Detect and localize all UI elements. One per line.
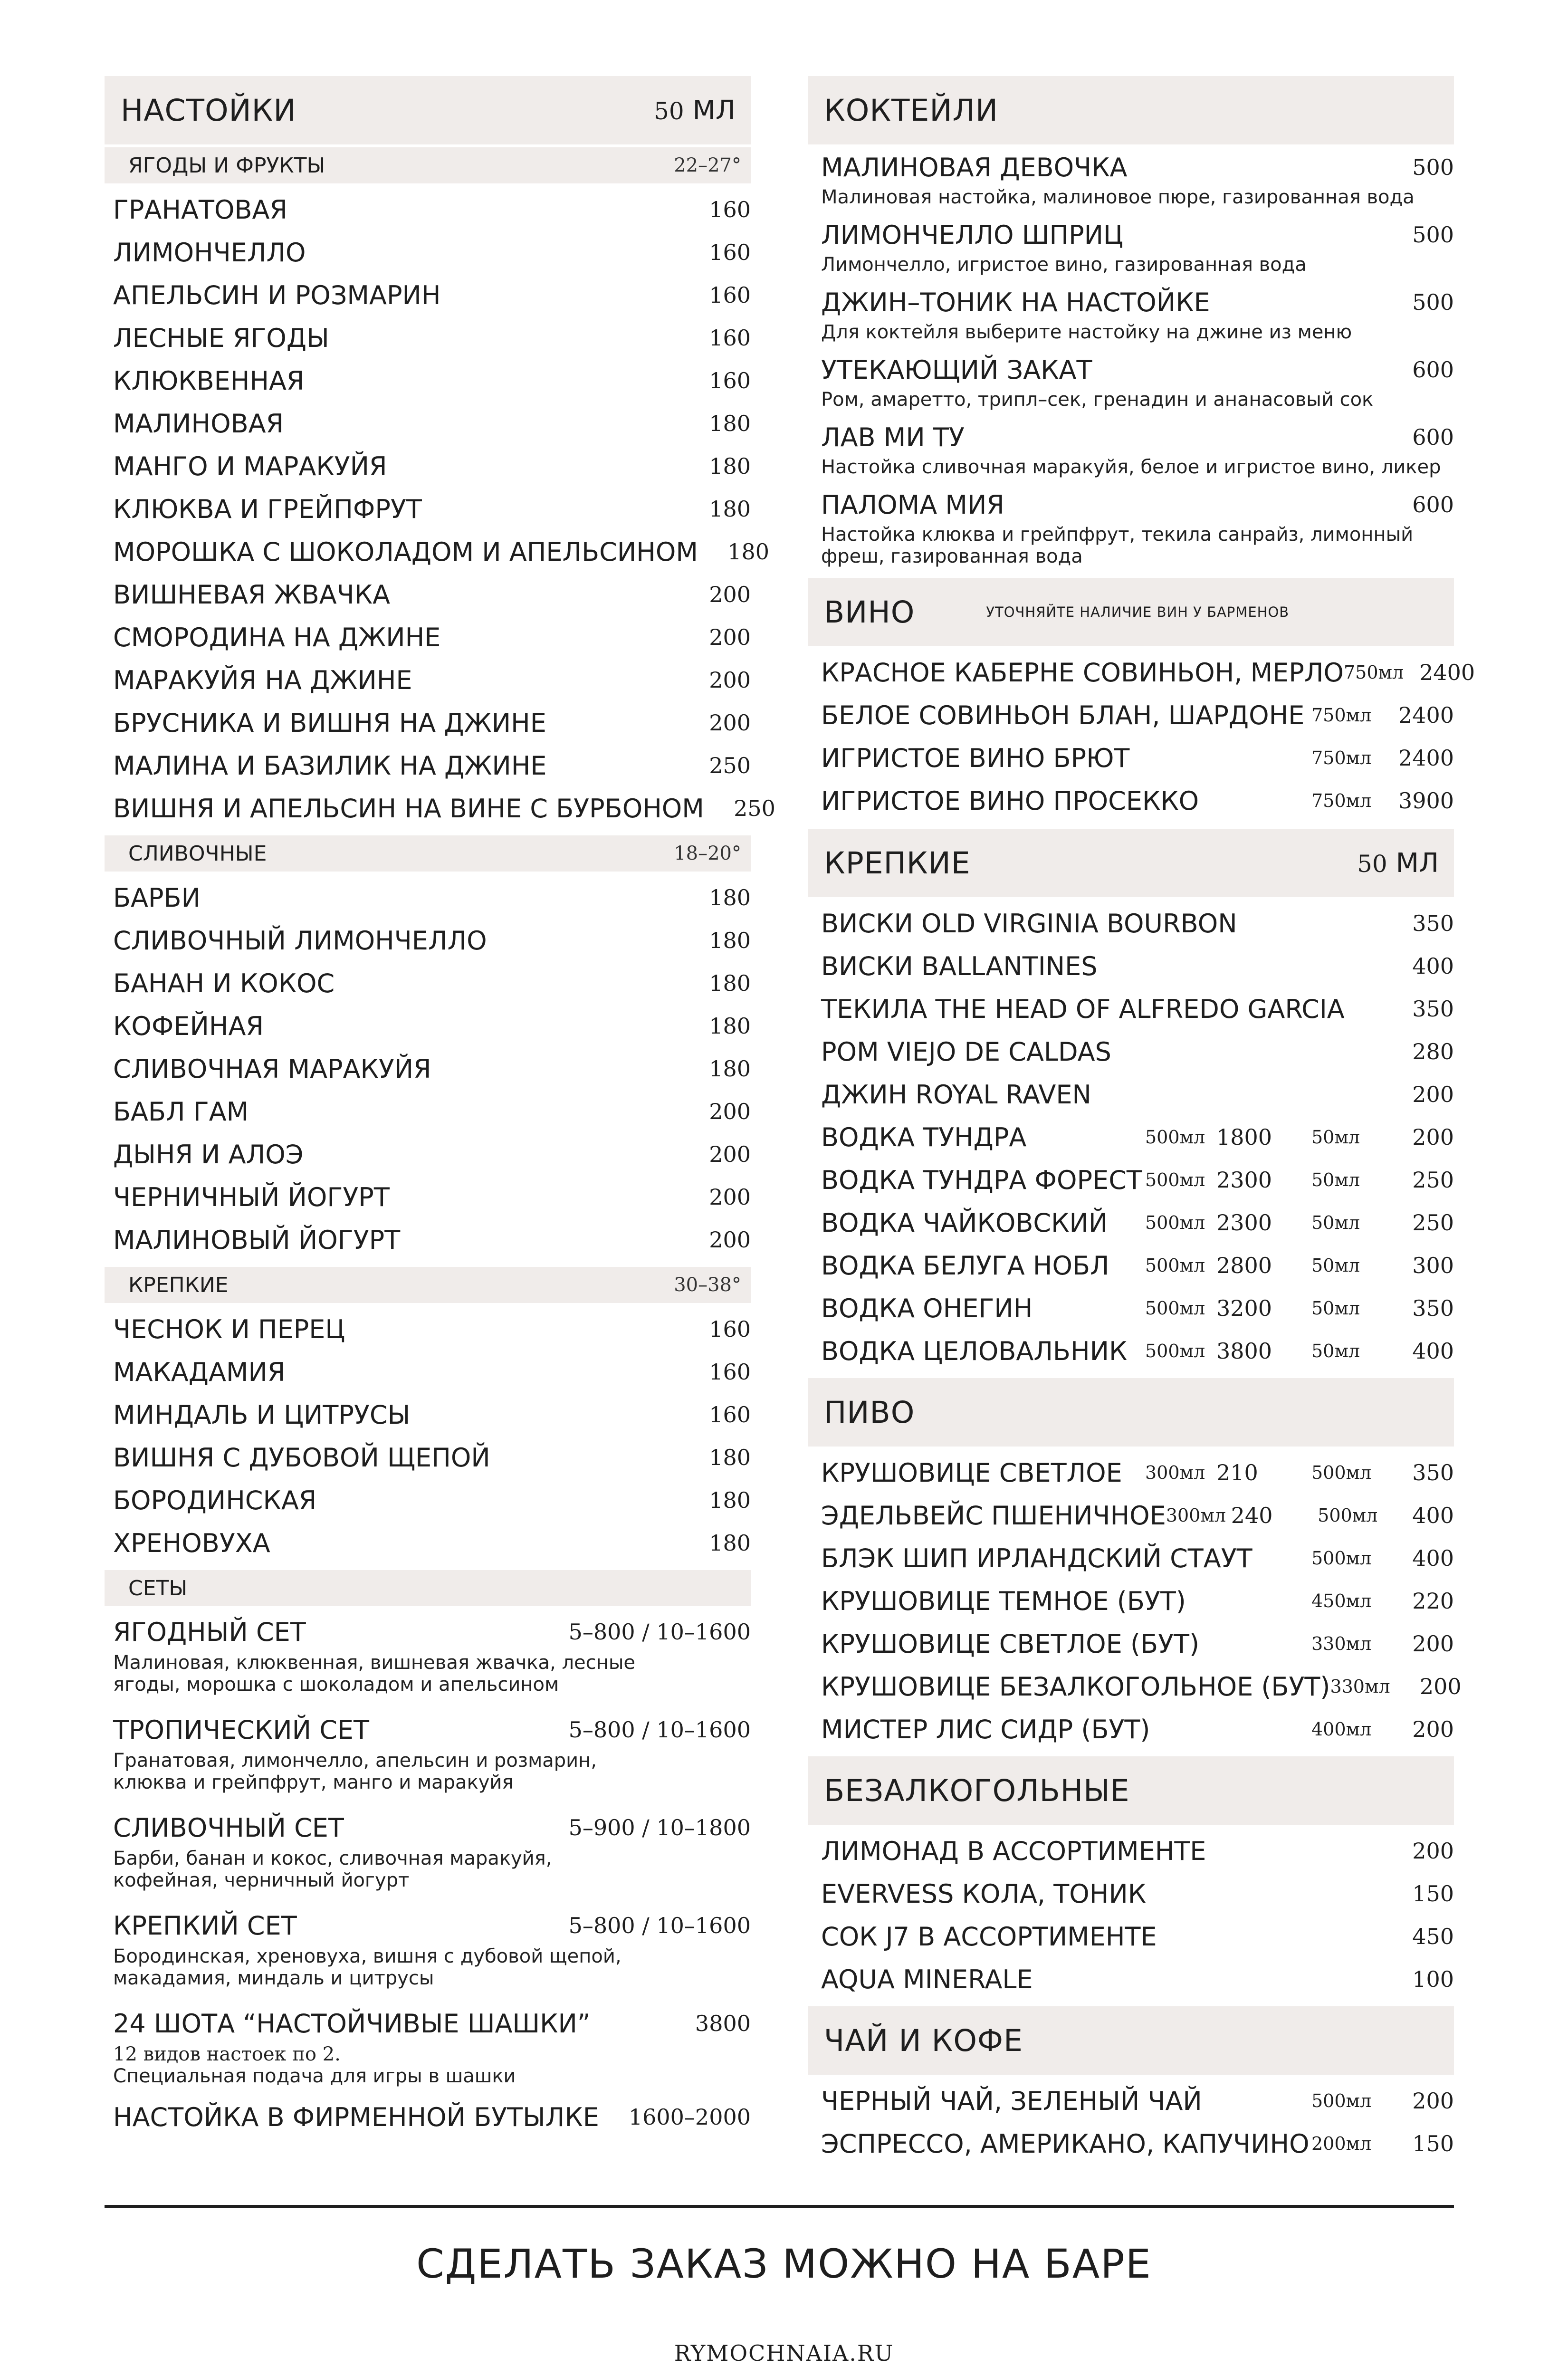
item-price: 160: [709, 368, 751, 393]
menu-item: [105, 1218, 751, 1261]
menu-item: [105, 359, 751, 402]
item-price: 3200: [1216, 1295, 1272, 1321]
item-price: 180: [709, 928, 751, 953]
item-name: КОФЕЙНАЯ: [113, 1011, 264, 1041]
menu-item: [808, 1622, 1454, 1665]
item-price: 200: [1412, 2088, 1454, 2114]
item-name: МАЛИНОВЫЙ ЙОГУРТ: [113, 1225, 401, 1255]
item-price: 200: [1412, 1124, 1454, 1150]
item-volume: 500мл: [1145, 1255, 1205, 1276]
item-name: ВИШНЕВАЯ ЖВАЧКА: [113, 579, 391, 610]
strong-list: [808, 897, 1454, 1116]
item-price: 400: [1412, 1545, 1454, 1571]
item-price: 350: [1412, 1460, 1454, 1485]
item-name: БАБЛ ГАМ: [113, 1096, 249, 1127]
menu-item: [105, 876, 751, 919]
item-price: 200: [709, 1099, 751, 1124]
item-name: ЭСПРЕССО, АМЕРИКАНО, КАПУЧИНО: [821, 2128, 1310, 2159]
item-price: 150: [1412, 2131, 1454, 2156]
section-volume: 50 МЛ: [654, 95, 736, 126]
item-price: 250: [709, 753, 751, 778]
item-price: 180: [727, 539, 769, 565]
item-name: ЛЕСНЫЕ ЯГОДЫ: [113, 323, 329, 353]
item-price: 1800: [1216, 1124, 1272, 1150]
item-volume: 500мл: [1318, 1505, 1378, 1526]
tinctures-column: [105, 76, 775, 2138]
item-name: МАКАДАМИЯ: [113, 1357, 286, 1387]
item-price: 150: [1412, 1881, 1454, 1907]
item-price: 200: [1419, 1674, 1462, 1699]
item-name: МИНДАЛЬ И ЦИТРУСЫ: [113, 1399, 411, 1430]
item-name: ЧЕРНЫЙ ЧАЙ, ЗЕЛЕНЫЙ ЧАЙ: [821, 2086, 1202, 2116]
item-volume: 750мл: [1311, 790, 1372, 811]
menu-item: [105, 1005, 751, 1047]
cocktail-item: [808, 414, 1454, 482]
menu-item: [808, 2122, 1454, 2165]
item-name: ВОДКА ТУНДРА: [821, 1122, 1027, 1152]
item-volume: 500мл: [1145, 1341, 1205, 1361]
menu-item: [105, 1090, 751, 1133]
menu-item: [808, 1708, 1454, 1751]
item-name: МОРОШКА С ШОКОЛАДОМ И АПЕЛЬСИНОМ: [113, 537, 698, 567]
item-price: 220: [1412, 1588, 1454, 1614]
cocktail-item: [808, 212, 1454, 279]
cocktails-header: [808, 76, 1454, 144]
drinks-column: [808, 76, 1475, 2168]
menu-item: [808, 1030, 1454, 1073]
website-link[interactable]: RYMOCHNAIA.RU: [674, 2340, 894, 2366]
item-price: 500: [1412, 222, 1454, 248]
item-name: ВОДКА ОНЕГИН: [821, 1293, 1033, 1323]
item-price: 2300: [1216, 1167, 1272, 1193]
item-volume: 50мл: [1311, 1255, 1360, 1276]
menu-item: [808, 737, 1454, 779]
item-volume: 50мл: [1311, 1169, 1360, 1190]
item-volume: 330мл: [1330, 1676, 1390, 1697]
menu-item: [105, 1522, 751, 1564]
item-price: 450: [1412, 1924, 1454, 1949]
item-price: 250: [1412, 1167, 1454, 1193]
item-volume: 50мл: [1311, 1298, 1360, 1319]
menu-item: [105, 573, 751, 616]
set-item: СЛИВОЧНЫЙ СЕТ 5–900 / 10–1800 Барби, банан и кокос, сливочная маракуйя, кофейная, черничный йогурт: [113, 1812, 751, 1891]
wine-header: [808, 578, 1454, 646]
item-price: 280: [1412, 1039, 1454, 1064]
item-name: БОРОДИНСКАЯ: [113, 1485, 317, 1515]
item-price: 200: [1412, 1838, 1454, 1864]
menu-item: [105, 316, 751, 359]
tea-header: [808, 2006, 1454, 2075]
item-price: 200: [709, 1227, 751, 1253]
menu-item: [105, 188, 751, 231]
item-volume: 50мл: [1311, 1127, 1360, 1148]
set-item: ЯГОДНЫЙ СЕТ 5–800 / 10–1600 Малиновая, клюквенная, вишневая жвачка, лесные ягоды, морошка с шоколадом и апельсином: [113, 1617, 751, 1696]
menu-item: [105, 701, 751, 744]
item-name: СОК J7 В АССОРТИМЕНТЕ: [821, 1921, 1157, 1952]
item-price: 180: [709, 1013, 751, 1039]
item-name: ЛИМОНЧЕЛЛО: [113, 237, 306, 268]
menu-item: [105, 445, 751, 488]
item-name: КРАСНОЕ КАБЕРНЕ СОВИНЬОН, МЕРЛО: [821, 657, 1344, 688]
item-volume: 330мл: [1311, 1633, 1372, 1654]
item-name: ЭДЕЛЬВЕЙС ПШЕНИЧНОЕ: [821, 1500, 1166, 1531]
item-description: Ром, амаретто, трипл–сек, гренадин и ананасовый сок: [821, 389, 1374, 411]
menu-item: [808, 1872, 1454, 1915]
item-price: 3900: [1398, 788, 1454, 814]
item-name: ЛИМОНАД В АССОРТИМЕНТЕ: [821, 1836, 1206, 1866]
item-name: БАНАН И КОКОС: [113, 968, 335, 998]
item-name: ИГРИСТОЕ ВИНО БРЮТ: [821, 743, 1130, 773]
item-name: МАЛИНОВАЯ: [113, 408, 284, 439]
item-price: 600: [1412, 424, 1454, 450]
section-title: ЧАЙ И КОФЕ: [824, 2023, 1023, 2058]
item-price: 100: [1412, 1966, 1454, 1992]
item-name: ВИШНЯ С ДУБОВОЙ ЩЕПОЙ: [113, 1442, 490, 1473]
menu-item: [808, 987, 1454, 1030]
footer-divider: [105, 2205, 1454, 2208]
subsection-header: СЛИВОЧНЫЕ 18–20°: [105, 835, 751, 872]
item-price: 210: [1216, 1460, 1258, 1485]
item-description: Настойка клюква и грейпфрут, текила санрайз, лимонный: [821, 524, 1414, 546]
item-name: КРУШОВИЦЕ БЕЗАЛКОГОЛЬНОЕ (БУТ): [821, 1671, 1330, 1702]
item-name: ЛИМОНЧЕЛЛО ШПРИЦ: [821, 220, 1123, 250]
item-description: Для коктейля выберите настойку на джине из меню: [821, 321, 1352, 343]
item-volume: 300мл: [1166, 1505, 1226, 1526]
item-name: МИСТЕР ЛИС СИДР (БУТ): [821, 1714, 1150, 1744]
soft-header: [808, 1756, 1454, 1825]
item-name: МАНГО И МАРАКУЙЯ: [113, 451, 387, 481]
item-price: 200: [1412, 1716, 1454, 1742]
item-description: Настойка сливочная маракуйя, белое и игристое вино, ликер: [821, 456, 1441, 478]
item-price: 200: [709, 624, 751, 650]
set-item: ТРОПИЧЕСКИЙ СЕТ 5–800 / 10–1600 Гранатовая, лимончелло, апельсин и розмарин, клюква и грейпфрут, манго и маракуйя: [113, 1715, 751, 1793]
strength-range: 18–20°: [674, 843, 741, 864]
menu-list: [105, 1303, 751, 1567]
item-name: МАЛИНА И БАЗИЛИК НА ДЖИНЕ: [113, 750, 547, 781]
item-price: 400: [1412, 1503, 1454, 1528]
item-price: 200: [1412, 1082, 1454, 1107]
item-price: 160: [709, 1402, 751, 1428]
item-name: МАЛИНОВАЯ ДЕВОЧКА: [821, 152, 1128, 182]
menu-item: [808, 1201, 1454, 1244]
item-price: 500: [1412, 154, 1454, 180]
item-name: БАРБИ: [113, 882, 201, 913]
menu-item: [808, 1073, 1454, 1116]
item-volume: 750мл: [1311, 747, 1372, 768]
item-price: 500: [1412, 289, 1454, 315]
item-price: 200: [709, 1184, 751, 1210]
sets-header: СЕТЫ: [105, 1570, 751, 1606]
item-price: 2400: [1419, 660, 1475, 685]
set-item: 24 ШОТА “НАСТОЙЧИВЫЕ ШАШКИ” 3800 12 видов настоек по 2. Специальная подача для игры в шашки: [113, 2008, 751, 2087]
menu-item: [105, 962, 751, 1005]
item-name: БЛЭК ШИП ИРЛАНДСКИЙ СТАУТ: [821, 1543, 1252, 1573]
strong-header: [808, 829, 1454, 897]
item-volume: 750мл: [1343, 662, 1404, 683]
item-name: ВОДКА ТУНДРА ФОРЕСТ: [821, 1165, 1142, 1195]
menu-item: [105, 1436, 751, 1479]
section-title: КРЕПКИЕ: [824, 845, 971, 881]
item-name: ХРЕНОВУХА: [113, 1528, 270, 1558]
item-price: 160: [709, 1316, 751, 1342]
item-price: 200: [709, 582, 751, 607]
menu-item: [105, 1393, 751, 1436]
item-volume: 500мл: [1145, 1169, 1205, 1190]
item-volume: 50мл: [1311, 1341, 1360, 1361]
beer-bottle-list: [808, 1537, 1462, 1753]
item-price: 600: [1412, 357, 1454, 383]
item-name: ДЖИН ROYAL RAVEN: [821, 1079, 1091, 1110]
item-volume: 500мл: [1145, 1212, 1205, 1233]
item-price: 250: [1412, 1210, 1454, 1236]
strength-range: 22–27°: [674, 154, 741, 176]
menu-item: [808, 1830, 1454, 1872]
item-name: АПЕЛЬСИН И РОЗМАРИН: [113, 280, 441, 310]
item-name: КЛЮКВЕННАЯ: [113, 365, 305, 396]
item-price: 180: [709, 1487, 751, 1513]
bottle-item: НАСТОЙКА В ФИРМЕННОЙ БУТЫЛКЕ 1600–2000: [113, 2102, 751, 2132]
item-price: 180: [709, 453, 751, 479]
item-price: 180: [709, 1445, 751, 1470]
cocktail-item: [808, 482, 1454, 571]
set-item: КРЕПКИЙ СЕТ 5–800 / 10–1600 Бородинская, хреновуха, вишня с дубовой щепой, макадамия, миндаль и цитрусы: [113, 1910, 751, 1989]
item-name: ДЫНЯ И АЛОЭ: [113, 1139, 304, 1169]
item-name: ИГРИСТОЕ ВИНО ПРОСЕККО: [821, 786, 1199, 816]
item-name: AQUA MINERALE: [821, 1964, 1033, 1994]
section-title: БЕЗАЛКОГОЛЬНЫЕ: [824, 1773, 1130, 1808]
item-name: ЛАВ МИ ТУ: [821, 422, 965, 452]
menu-item: [808, 651, 1475, 694]
menu-item: [808, 1116, 1454, 1159]
item-name: БРУСНИКА И ВИШНЯ НА ДЖИНЕ: [113, 708, 546, 738]
menu-item: [808, 1244, 1454, 1287]
item-volume: 450мл: [1311, 1590, 1372, 1611]
cocktail-item: [808, 347, 1454, 414]
item-price: 2400: [1398, 702, 1454, 728]
menu-item: [105, 1351, 751, 1393]
item-volume: 500мл: [1311, 1462, 1372, 1483]
item-price: 180: [709, 1056, 751, 1082]
beer-list: [808, 1447, 1454, 1537]
item-name: ВИСКИ OLD VIRGINIA BOURBON: [821, 908, 1237, 939]
section-title: КОКТЕЙЛИ: [824, 93, 998, 128]
item-name: КРУШОВИЦЕ ТЕМНОЕ (БУТ): [821, 1586, 1186, 1616]
section-title: ПИВО: [824, 1395, 915, 1430]
item-price: 200: [709, 667, 751, 693]
order-note: СДЕЛАТЬ ЗАКАЗ МОЖНО НА БАРЕ: [416, 2241, 1152, 2287]
menu-item: [105, 1133, 751, 1176]
menu-item: [808, 902, 1454, 945]
wine-note: УТОЧНЯЙТЕ НАЛИЧИЕ ВИН У БАРМЕНОВ: [986, 604, 1290, 620]
cocktail-list: [808, 144, 1454, 578]
item-name: ВОДКА ЦЕЛОВАЛЬНИК: [821, 1336, 1128, 1366]
item-name: ЧЕСНОК И ПЕРЕЦ: [113, 1314, 345, 1344]
item-name: ДЖИН–ТОНИК НА НАСТОЙКЕ: [821, 287, 1210, 317]
item-price: 2400: [1398, 745, 1454, 771]
beer-header: [808, 1378, 1454, 1447]
menu-item: [808, 1159, 1454, 1201]
menu-item: [808, 2079, 1454, 2122]
item-description: Лимончелло, игристое вино, газированная вода: [821, 254, 1307, 276]
item-price: 180: [709, 1530, 751, 1556]
item-name: КРУШОВИЦЕ СВЕТЛОЕ: [821, 1457, 1122, 1488]
menu-item: [808, 1494, 1454, 1537]
cocktail-item: [808, 144, 1454, 212]
soft-list: [808, 1825, 1454, 2003]
item-price: 200: [709, 1141, 751, 1167]
item-volume: 500мл: [1311, 1548, 1372, 1569]
item-volume: 50мл: [1311, 1212, 1360, 1233]
item-price: 2300: [1216, 1210, 1272, 1236]
menu-item: [105, 1308, 751, 1351]
item-name: СМОРОДИНА НА ДЖИНЕ: [113, 622, 441, 652]
item-price: 200: [709, 710, 751, 736]
item-price: 2800: [1216, 1253, 1272, 1278]
menu-item: [105, 787, 775, 830]
section-title: НАСТОЙКИ: [121, 93, 296, 128]
menu-item: [105, 1047, 751, 1090]
item-volume: 400мл: [1311, 1719, 1372, 1740]
item-price: 180: [709, 496, 751, 522]
menu-item: [105, 1176, 751, 1218]
item-name: ВИШНЯ И АПЕЛЬСИН НА ВИНЕ С БУРБОНОМ: [113, 793, 704, 824]
menu-item: [808, 1915, 1454, 1958]
item-name: СЛИВОЧНЫЙ ЛИМОНЧЕЛЛО: [113, 925, 487, 956]
item-name: РОМ VIEJO DE CALDAS: [821, 1036, 1111, 1067]
item-volume: 200мл: [1311, 2133, 1372, 2154]
item-price: 160: [709, 282, 751, 308]
item-price: 600: [1412, 492, 1454, 517]
item-name: КРУШОВИЦЕ СВЕТЛОЕ (БУТ): [821, 1629, 1200, 1659]
item-name: БЕЛОЕ СОВИНЬОН БЛАН, ШАРДОНЕ: [821, 700, 1305, 730]
item-price: 240: [1231, 1503, 1273, 1528]
item-price: 400: [1412, 953, 1454, 979]
item-name: ЧЕРНИЧНЫЙ ЙОГУРТ: [113, 1182, 390, 1212]
item-price: 3800: [1216, 1338, 1272, 1364]
item-name: ВОДКА ЧАЙКОВСКИЙ: [821, 1207, 1108, 1238]
tinctures-header: [105, 76, 751, 144]
item-name: ВОДКА БЕЛУГА НОБЛ: [821, 1250, 1109, 1281]
item-name: EVERVESS КОЛА, ТОНИК: [821, 1878, 1147, 1909]
subsection-header: КРЕПКИЕ 30–38°: [105, 1267, 751, 1303]
item-description: фреш, газированная вода: [821, 546, 1083, 567]
menu-item: [105, 402, 751, 445]
item-description: Малиновая настойка, малиновое пюре, газированная вода: [821, 186, 1415, 208]
menu-item: [105, 919, 751, 962]
menu-item: [808, 1580, 1454, 1622]
item-name: ПАЛОМА МИЯ: [821, 489, 1004, 520]
item-price: 400: [1412, 1338, 1454, 1364]
menu-item: [808, 779, 1454, 822]
menu-item: [808, 945, 1454, 987]
menu-item: [105, 1479, 751, 1522]
item-price: 160: [709, 240, 751, 265]
item-price: 180: [709, 411, 751, 436]
wine-list: [808, 646, 1475, 825]
item-price: 350: [1412, 996, 1454, 1022]
menu-item: [105, 659, 751, 701]
strength-range: 30–38°: [674, 1274, 741, 1296]
section-volume: 50 МЛ: [1357, 847, 1439, 879]
cocktail-item: [808, 279, 1454, 347]
section-title: ВИНО: [824, 594, 915, 630]
item-name: КЛЮКВА И ГРЕЙПФРУТ: [113, 494, 422, 524]
item-name: УТЕКАЮЩИЙ ЗАКАТ: [821, 354, 1092, 385]
tea-list: [808, 2075, 1454, 2168]
item-price: 180: [709, 970, 751, 996]
menu-item: [105, 488, 751, 530]
menu-item: [808, 1665, 1462, 1708]
item-volume: 500мл: [1145, 1298, 1205, 1319]
item-name: СЛИВОЧНАЯ МАРАКУЙЯ: [113, 1054, 431, 1084]
item-price: 350: [1412, 910, 1454, 936]
menu-item: [808, 694, 1454, 737]
menu-list: [105, 183, 775, 833]
vodka-list: [808, 1116, 1454, 1375]
item-price: 160: [709, 197, 751, 222]
item-price: 160: [709, 325, 751, 351]
menu-item: [105, 530, 769, 573]
menu-item: [808, 1451, 1454, 1494]
item-price: 200: [1412, 1631, 1454, 1657]
menu-item: [105, 616, 751, 659]
item-name: ТЕКИЛА THE HEAD OF ALFREDO GARCIA: [821, 994, 1345, 1024]
item-name: МАРАКУЙЯ НА ДЖИНЕ: [113, 665, 412, 695]
item-name: ВИСКИ BALLANTINES: [821, 951, 1098, 981]
menu-item: [105, 231, 751, 274]
subsection-header: ЯГОДЫ И ФРУКТЫ 22–27°: [105, 147, 751, 183]
menu-list: [105, 872, 751, 1264]
menu-item: [808, 1537, 1454, 1580]
item-price: 350: [1412, 1295, 1454, 1321]
item-price: 250: [734, 795, 775, 821]
menu-item: [808, 1287, 1454, 1330]
item-price: 180: [709, 885, 751, 910]
menu-item: [105, 744, 751, 787]
item-volume: 500мл: [1311, 2090, 1372, 2111]
item-price: 160: [709, 1359, 751, 1385]
item-volume: 750мл: [1311, 705, 1372, 726]
item-volume: 300мл: [1145, 1462, 1205, 1483]
item-name: ГРАНАТОВАЯ: [113, 194, 287, 225]
item-price: 300: [1412, 1253, 1454, 1278]
menu-item: [808, 1958, 1454, 2001]
menu-item: [808, 1330, 1454, 1372]
menu-item: [105, 274, 751, 316]
item-volume: 500мл: [1145, 1127, 1205, 1148]
